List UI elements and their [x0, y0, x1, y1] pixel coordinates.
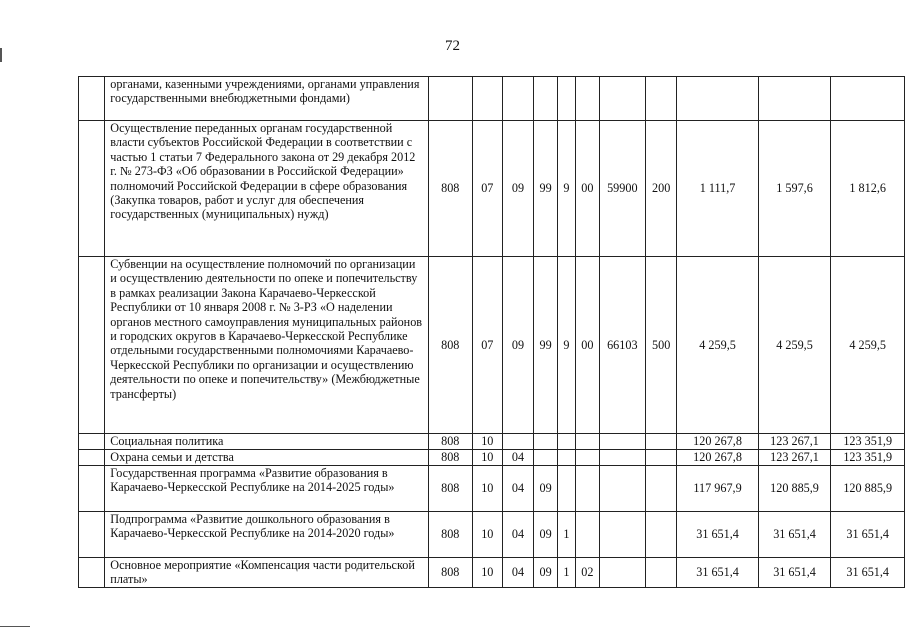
cell-csr-2	[558, 450, 576, 466]
cell-csr-3: 02	[575, 558, 599, 588]
row-margin-cell	[79, 121, 105, 257]
cell-csr-3	[575, 434, 599, 450]
cell-ved: 808	[428, 512, 472, 558]
cell-rz: 07	[472, 121, 502, 257]
table-row	[79, 512, 905, 558]
cell-csr-2: 9	[558, 121, 576, 257]
row-name: Основное мероприятие «Компенсация части родительской платы»	[105, 558, 428, 588]
cell-pr	[502, 77, 534, 121]
row-margin-cell	[79, 512, 105, 558]
cell-rz: 10	[472, 434, 502, 450]
row-name: Государственная программа «Развитие образования в Карачаево-Черкесской Республике на 2014-2025 годы»	[105, 466, 428, 512]
cell-vr	[645, 77, 677, 121]
cell-rz: 10	[472, 450, 502, 466]
cell-csr-2	[558, 77, 576, 121]
cell-ved: 808	[428, 257, 472, 434]
cell-rz: 10	[472, 512, 502, 558]
cell-sum-1	[677, 77, 758, 121]
row-margin-cell	[79, 466, 105, 512]
page-number: 72	[445, 38, 460, 54]
cell-csr-3	[575, 466, 599, 512]
cell-sum-3: 123 351,9	[831, 450, 905, 466]
cell-pr: 09	[502, 257, 534, 434]
cell-sum-2: 31 651,4	[758, 512, 831, 558]
cell-csr-4	[599, 77, 645, 121]
cell-csr-2	[558, 466, 576, 512]
cell-sum-3: 120 885,9	[831, 466, 905, 512]
cell-csr-1: 09	[534, 466, 558, 512]
cell-ved: 808	[428, 434, 472, 450]
row-margin-cell	[79, 77, 105, 121]
row-name: Подпрограмма «Развитие дошкольного образования в Карачаево-Черкесской Республике на 2014-2020 годы»	[105, 512, 428, 558]
cell-sum-1: 120 267,8	[677, 450, 758, 466]
cell-rz: 10	[472, 558, 502, 588]
row-name: Субвенции на осуществление полномочий по организации и осуществлению деятельности по опеке и попечительству в рамках реализации Закона Карачаево-Черкесской Республики от 10 января 2008 г. № 3-РЗ «О наделении органов местного самоуправления муниципальных районов и городских округов в Карачаево-Черкесской Республике отдельными государственными полномочиями Карачаево-Черкесской Республики по организации и осуществлению деятельности по опеке и попечительству» (Межбюджетные трансферты)	[105, 257, 428, 434]
cell-vr	[645, 450, 677, 466]
cell-csr-4	[599, 450, 645, 466]
table-row	[79, 434, 905, 450]
cell-sum-1: 1 111,7	[677, 121, 758, 257]
cell-vr	[645, 466, 677, 512]
cell-csr-3	[575, 77, 599, 121]
cell-vr: 500	[645, 257, 677, 434]
cell-sum-2	[758, 77, 831, 121]
cell-sum-1: 31 651,4	[677, 512, 758, 558]
cell-sum-2: 31 651,4	[758, 558, 831, 588]
cell-csr-1	[534, 434, 558, 450]
cell-csr-2: 9	[558, 257, 576, 434]
cell-csr-2: 1	[558, 512, 576, 558]
row-name: Охрана семьи и детства	[105, 450, 428, 466]
cell-vr: 200	[645, 121, 677, 257]
cell-csr-3	[575, 450, 599, 466]
cell-sum-1: 120 267,8	[677, 434, 758, 450]
cell-sum-2: 123 267,1	[758, 434, 831, 450]
cell-csr-4	[599, 558, 645, 588]
cell-csr-4	[599, 512, 645, 558]
table-row	[79, 466, 905, 512]
row-margin-cell	[79, 558, 105, 588]
cell-sum-2: 120 885,9	[758, 466, 831, 512]
cell-csr-2	[558, 434, 576, 450]
cell-ved: 808	[428, 450, 472, 466]
table-row	[79, 450, 905, 466]
cell-sum-3: 31 651,4	[831, 558, 905, 588]
cell-csr-4: 66103	[599, 257, 645, 434]
cell-sum-1: 4 259,5	[677, 257, 758, 434]
cell-vr	[645, 434, 677, 450]
cell-sum-3: 31 651,4	[831, 512, 905, 558]
cell-vr	[645, 558, 677, 588]
cell-csr-4	[599, 466, 645, 512]
cell-csr-1: 09	[534, 558, 558, 588]
cell-sum-1: 117 967,9	[677, 466, 758, 512]
cell-pr	[502, 434, 534, 450]
row-margin-cell	[79, 450, 105, 466]
cell-sum-3: 4 259,5	[831, 257, 905, 434]
row-margin-cell	[79, 434, 105, 450]
cell-pr: 04	[502, 558, 534, 588]
cell-sum-1: 31 651,4	[677, 558, 758, 588]
cell-pr: 04	[502, 450, 534, 466]
cell-sum-3	[831, 77, 905, 121]
binding-mark-bottom	[0, 626, 30, 627]
cell-pr: 09	[502, 121, 534, 257]
row-name: органами, казенными учреждениями, органами управления государственными внебюджетными фондами)	[105, 77, 428, 121]
cell-csr-1	[534, 450, 558, 466]
cell-csr-1: 09	[534, 512, 558, 558]
cell-csr-1: 99	[534, 257, 558, 434]
table-row	[79, 257, 905, 434]
cell-ved: 808	[428, 558, 472, 588]
cell-ved	[428, 77, 472, 121]
table-row	[79, 121, 905, 257]
cell-csr-2: 1	[558, 558, 576, 588]
cell-csr-4: 59900	[599, 121, 645, 257]
budget-table	[78, 76, 905, 588]
cell-ved: 808	[428, 466, 472, 512]
cell-sum-3: 123 351,9	[831, 434, 905, 450]
cell-rz: 07	[472, 257, 502, 434]
cell-sum-2: 1 597,6	[758, 121, 831, 257]
row-name: Социальная политика	[105, 434, 428, 450]
cell-rz: 10	[472, 466, 502, 512]
binding-mark-top	[0, 48, 2, 62]
cell-csr-4	[599, 434, 645, 450]
cell-vr	[645, 512, 677, 558]
table-row	[79, 558, 905, 588]
cell-csr-1	[534, 77, 558, 121]
cell-csr-1: 99	[534, 121, 558, 257]
cell-ved: 808	[428, 121, 472, 257]
cell-rz	[472, 77, 502, 121]
table-row	[79, 77, 905, 121]
row-margin-cell	[79, 257, 105, 434]
row-name: Осуществление переданных органам государственной власти субъектов Российской Федерации в соответствии с частью 1 статьи 7 Федерального закона от 29 декабря 2012 г. № 273-ФЗ «Об образовании в Российской Федерации» полномочий Российской Федерации в сфере образования (Закупка товаров, работ и услуг для обеспечения государственных (муниципальных) нужд)	[105, 121, 428, 257]
cell-pr: 04	[502, 466, 534, 512]
cell-pr: 04	[502, 512, 534, 558]
cell-sum-3: 1 812,6	[831, 121, 905, 257]
cell-sum-2: 123 267,1	[758, 450, 831, 466]
cell-sum-2: 4 259,5	[758, 257, 831, 434]
cell-csr-3: 00	[575, 257, 599, 434]
cell-csr-3	[575, 512, 599, 558]
cell-csr-3: 00	[575, 121, 599, 257]
